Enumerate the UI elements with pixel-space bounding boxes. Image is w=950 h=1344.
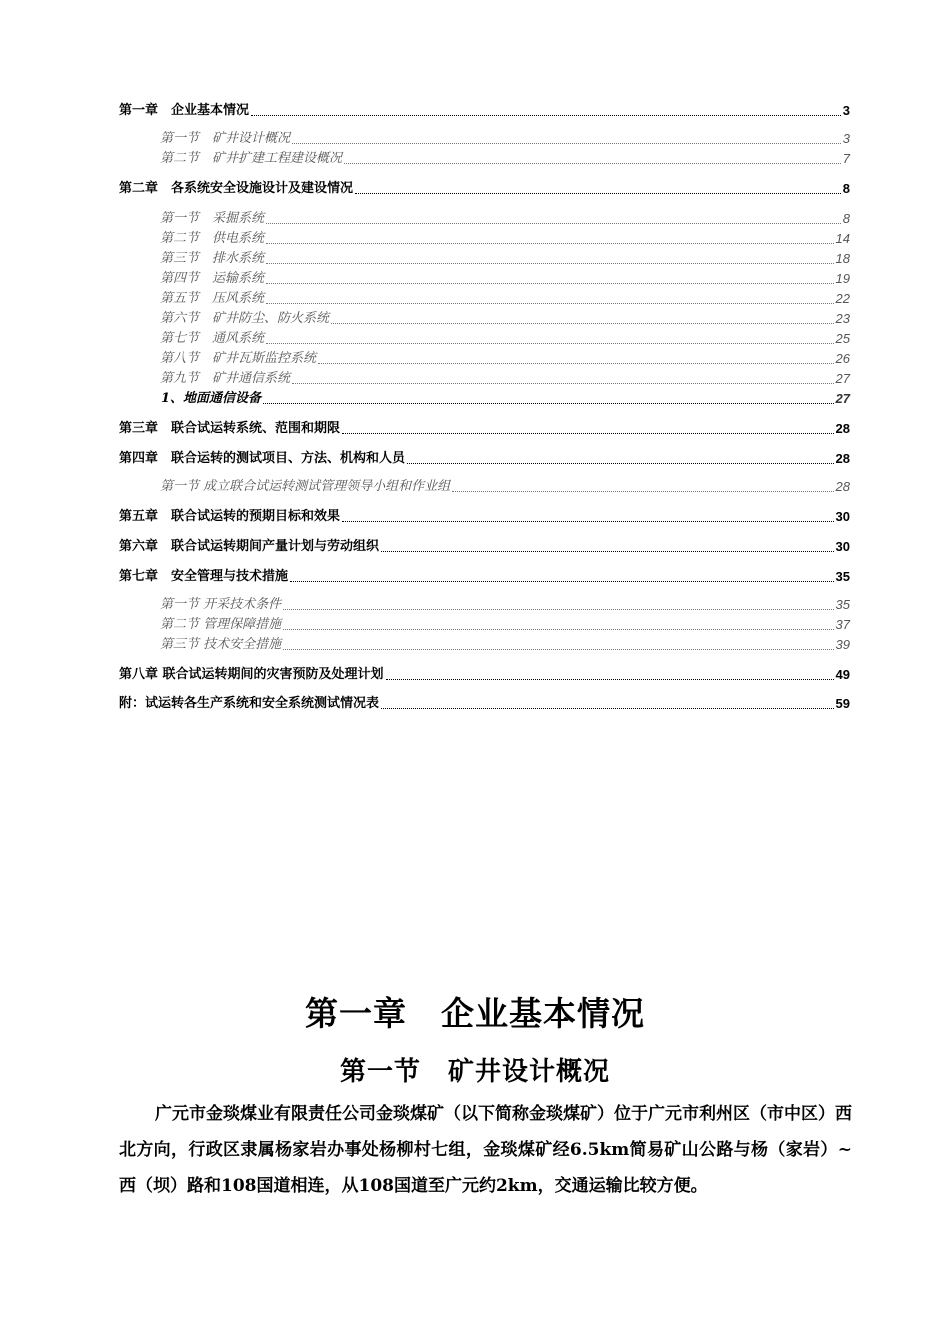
- toc-entry[interactable]: [119, 350, 850, 368]
- toc-entry[interactable]: [119, 450, 850, 468]
- toc-entry[interactable]: [119, 478, 850, 496]
- toc-entry[interactable]: [119, 250, 850, 268]
- toc-entry-label: 第七章 安全管理与技术措施: [119, 569, 289, 584]
- toc-leader-dots: [342, 432, 834, 434]
- toc-leader-dots: [381, 550, 834, 552]
- toc-leader-dots: [292, 382, 834, 384]
- toc-entry-page: 59: [835, 696, 850, 711]
- toc-entry[interactable]: [119, 508, 850, 526]
- toc-leader-dots: [251, 114, 841, 116]
- toc-entry-page: 19: [835, 271, 850, 286]
- toc-leader-dots: [266, 302, 834, 304]
- toc-entry[interactable]: [119, 666, 850, 684]
- toc-entry-label: 第一节 采掘系统: [160, 211, 265, 226]
- toc-entry[interactable]: [119, 180, 850, 198]
- toc-entry-label: 第三节 技术安全措施: [160, 637, 282, 652]
- toc-leader-dots: [266, 262, 834, 264]
- toc-entry[interactable]: [119, 695, 850, 713]
- toc-entry-label: 第二节 供电系统: [160, 231, 265, 246]
- toc-leader-dots: [263, 402, 833, 404]
- toc-entry-label: 第二节 管理保障措施: [160, 617, 282, 632]
- toc-entry-page: 49: [835, 667, 850, 682]
- toc-entry-label: 附：试运转各生产系统和安全系统测试情况表: [119, 696, 380, 711]
- toc-leader-dots: [386, 678, 834, 680]
- toc-leader-dots: [331, 322, 834, 324]
- toc-entry[interactable]: [119, 616, 850, 634]
- section-heading: 第一节 矿井设计概况: [339, 1057, 610, 1087]
- toc-entry-page: 35: [835, 569, 850, 584]
- toc-entry-page: 8: [842, 211, 850, 226]
- body-paragraph: 广元市金琰煤业有限责任公司金琰煤矿（以下简称金琰煤矿）位于广元市利州区（市中区）西北方向，行政区隶属杨家岩办事处杨柳村七组，金琰煤矿经6.5km简易矿山公路与杨（家岩）~西（坝）路和108国道相连，从108国道至广元约2km，交通运输比较方便。: [119, 1104, 852, 1196]
- toc-entry-label: 第六节 矿井防尘、防火系统: [160, 311, 330, 326]
- toc-entry-label: 第二节 矿井扩建工程建设概况: [160, 151, 343, 166]
- toc-entry-label: 第四节 运输系统: [160, 271, 265, 286]
- toc-leader-dots: [266, 222, 841, 224]
- toc-entry[interactable]: [119, 420, 850, 438]
- toc-leader-dots: [452, 490, 833, 492]
- toc-entry[interactable]: [119, 370, 850, 388]
- toc-leader-dots: [318, 362, 834, 364]
- toc-entry-label: 第九节 矿井通信系统: [160, 371, 291, 386]
- toc-leader-dots: [266, 342, 834, 344]
- toc-entry[interactable]: [119, 538, 850, 556]
- toc-entry[interactable]: [119, 210, 850, 228]
- toc-entry-label: 第二章 各系统安全设施设计及建设情况: [119, 181, 354, 196]
- toc-leader-dots: [290, 580, 834, 582]
- toc-entry-label: 第八节 矿井瓦斯监控系统: [160, 351, 317, 366]
- toc-entry[interactable]: [119, 390, 850, 408]
- toc-leader-dots: [407, 462, 834, 464]
- toc-leader-dots: [292, 142, 841, 144]
- toc-entry-page: 25: [835, 331, 850, 346]
- toc-entry-page: 28: [835, 479, 850, 494]
- toc-entry-label: 第三节 排水系统: [160, 251, 265, 266]
- toc-entry-label: 第三章 联合试运转系统、范围和期限: [119, 421, 341, 436]
- toc-entry-page: 8: [842, 181, 850, 196]
- toc-entry-page: 39: [835, 637, 850, 652]
- toc-entry[interactable]: [119, 310, 850, 328]
- toc-entry[interactable]: [119, 290, 850, 308]
- toc-entry[interactable]: [119, 230, 850, 248]
- toc-leader-dots: [355, 192, 841, 194]
- toc-entry-page: 3: [842, 131, 850, 146]
- chapter-heading: 第一章 企业基本情况: [305, 994, 645, 1033]
- toc-entry-page: 27: [835, 371, 850, 386]
- toc-entry-page: 37: [835, 617, 850, 632]
- toc-leader-dots: [283, 628, 833, 630]
- toc-leader-dots: [283, 608, 833, 610]
- toc-entry-page: 7: [842, 151, 850, 166]
- toc-entry-label: 第五章 联合试运转的预期目标和效果: [119, 509, 341, 524]
- toc-leader-dots: [283, 648, 833, 650]
- toc-entry-label: 第五节 压风系统: [160, 291, 265, 306]
- toc-entry[interactable]: [119, 102, 850, 120]
- toc-entry-page: 14: [835, 231, 850, 246]
- toc-entry-label: 第一章 企业基本情况: [119, 103, 250, 118]
- toc-leader-dots: [381, 707, 834, 709]
- toc-entry-page: 28: [835, 451, 850, 466]
- toc-entry-label: 第七节 通风系统: [160, 331, 265, 346]
- toc-entry-page: 22: [835, 291, 850, 306]
- toc-entry-page: 23: [835, 311, 850, 326]
- toc-entry-label: 第一节 开采技术条件: [160, 597, 282, 612]
- toc-entry-label: 第一节 成立联合试运转测试管理领导小组和作业组: [160, 479, 451, 494]
- toc-entry-label: 第四章 联合运转的测试项目、方法、机构和人员: [119, 451, 406, 466]
- toc-leader-dots: [266, 242, 834, 244]
- toc-entry[interactable]: [119, 150, 850, 168]
- toc-entry-page: 18: [835, 251, 850, 266]
- toc-entry[interactable]: [119, 330, 850, 348]
- toc-entry[interactable]: [119, 568, 850, 586]
- toc-leader-dots: [344, 162, 841, 164]
- toc-entry-label: 第一节 矿井设计概况: [160, 131, 291, 146]
- toc-entry-label: 1、地面通信设备: [161, 391, 262, 406]
- toc-entry[interactable]: [119, 130, 850, 148]
- toc-entry-page: 35: [835, 597, 850, 612]
- toc-entry-page: 3: [842, 103, 850, 118]
- toc-entry-page: 27: [835, 391, 850, 406]
- toc-entry-label: 第六章 联合试运转期间产量计划与劳动组织: [119, 539, 380, 554]
- toc-entry-page: 30: [835, 509, 850, 524]
- toc-entry-page: 26: [835, 351, 850, 366]
- toc-leader-dots: [342, 520, 834, 522]
- toc-entry-page: 30: [835, 539, 850, 554]
- toc-entry[interactable]: [119, 596, 850, 614]
- toc-leader-dots: [266, 282, 834, 284]
- toc-entry-label: 第八章 联合试运转期间的灾害预防及处理计划: [119, 667, 384, 682]
- toc-entry[interactable]: [119, 636, 850, 654]
- toc-entry-page: 28: [835, 421, 850, 436]
- toc-entry[interactable]: [119, 270, 850, 288]
